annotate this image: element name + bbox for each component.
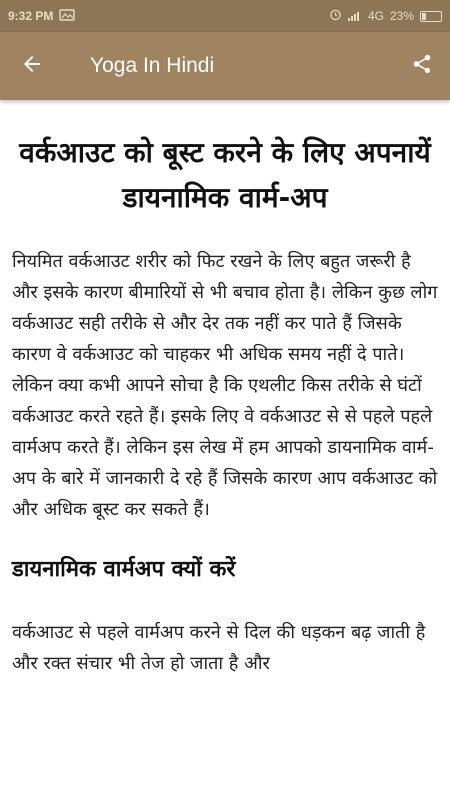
network-type: 4G — [367, 9, 384, 23]
article-subheading: डायनामिक वार्मअप क्यों करें — [12, 557, 236, 582]
article-paragraph-2: वर्कआउट से पहले वार्मअप करने से दिल की धड़कन बढ़ जाती है और रक्त संचार भी तेज हो जाता है और — [12, 622, 426, 674]
status-bar — [0, 0, 450, 32]
alarm-icon — [329, 8, 342, 24]
article-title: वर्कआउट को बूस्ट करने के लिए अपनायें डायनामिक वार्म-अप — [19, 136, 431, 214]
app-title: Yoga In Hindi — [90, 54, 215, 77]
article-paragraph-1: नियमित वर्कआउट शरीर को फिट रखने के लिए बहुत जरूरी है और इसके कारण बीमारियों से भी बचाव होता है। लेकिन कुछ लोग वर्कआउट सही तरीके से और देर तक नहीं कर पाते हैं जिसके कारण वे वर्कआउट को चाहकर भी अधिक समय नहीं दे पाते। लेकिन क्या कभी आपने सोचा है कि एथलीट किस तरीके से घंटों वर्कआउट करते रहते हैं। इसके लिए वे वर्कआउट से से पहले पहले वार्मअप करते हैं। लेकिन इस लेख में हम आपको डायनामिक वार्म-अप के बारे में जानकारी दे रहे हैं जिसके कारण आप वर्कआउट को और अधिक बूस्ट कर सकते हैं। — [12, 251, 438, 520]
battery-percent: 23% — [389, 9, 414, 23]
status-time: 9:32 PM — [8, 9, 54, 23]
notification-icon — [59, 9, 75, 24]
share-button[interactable] — [394, 32, 450, 100]
back-button[interactable] — [0, 32, 64, 100]
battery-icon — [420, 11, 442, 22]
arrow-back-icon — [20, 52, 44, 80]
article-content[interactable] — [0, 100, 450, 740]
share-icon — [411, 53, 433, 79]
app-bar — [0, 32, 450, 100]
signal-icon — [348, 9, 362, 24]
